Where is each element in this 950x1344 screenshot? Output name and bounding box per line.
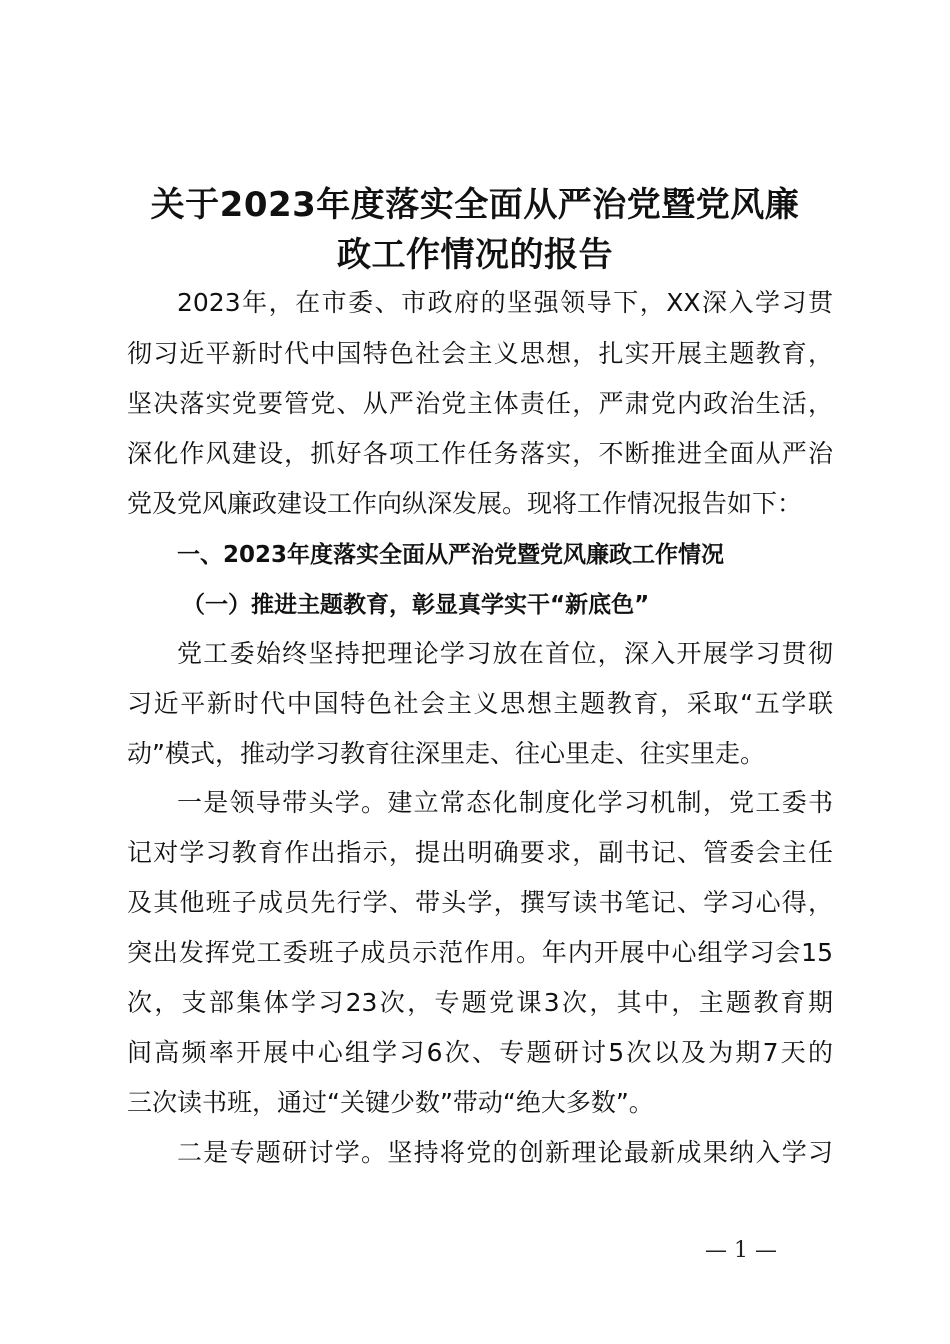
intro-line-3: 坚决落实党要管党、从严治党主体责任，严肃党内政治生活，	[127, 389, 833, 418]
intro-line-4: 深化作风建设，抓好各项工作任务落实，不断推进全面从严治	[127, 439, 833, 468]
para1-line-2: 习近平新时代中国特色社会主义思想主题教育，采取“五学联	[127, 689, 833, 718]
para2-line-5: 次，支部集体学习23次，专题党课3次，其中，主题教育期	[127, 988, 833, 1017]
document-title-line-2: 政工作情况的报告	[337, 235, 613, 275]
para2-line-7: 三次读书班，通过“关键少数”带动“绝大多数”。	[127, 1088, 654, 1117]
para2-line-4: 突出发挥党工委班子成员示范作用。年内开展中心组学习会15	[127, 938, 833, 967]
para1-line-1: 党工委始终坚持把理论学习放在首位，深入开展学习贯彻	[177, 639, 833, 668]
para2-line-6: 间高频率开展中心组学习6次、专题研讨5次以及为期7天的	[127, 1038, 833, 1067]
para2-line-1: 一是领导带头学。建立常态化制度化学习机制，党工委书	[177, 788, 833, 817]
para2-line-2: 记对学习教育作出指示，提出明确要求，副书记、管委会主任	[127, 838, 833, 867]
para2-line-3: 及其他班子成员先行学、带头学，撰写读书笔记、学习心得，	[127, 888, 833, 917]
intro-line-2: 彻习近平新时代中国特色社会主义思想，扎实开展主题教育，	[127, 339, 833, 368]
page-number: — 1 —	[705, 1238, 777, 1263]
intro-line-5: 党及党风廉政建设工作向纵深发展。现将工作情况报告如下：	[127, 489, 803, 518]
subsection-heading-1: （一）推进主题教育，彰显真学实干“新底色”	[182, 592, 650, 618]
section-heading-1: 一、2023年度落实全面从严治党暨党风廉政工作情况	[177, 542, 725, 568]
para3-line-1: 二是专题研讨学。坚持将党的创新理论最新成果纳入学习	[177, 1138, 833, 1167]
document-title-line-1: 关于2023年度落实全面从严治党暨党风廉	[150, 185, 800, 225]
para1-line-3: 动”模式，推动学习教育往深里走、往心里走、往实里走。	[127, 739, 765, 768]
intro-line-1: 2023年，在市委、市政府的坚强领导下，XX深入学习贯	[177, 288, 833, 317]
